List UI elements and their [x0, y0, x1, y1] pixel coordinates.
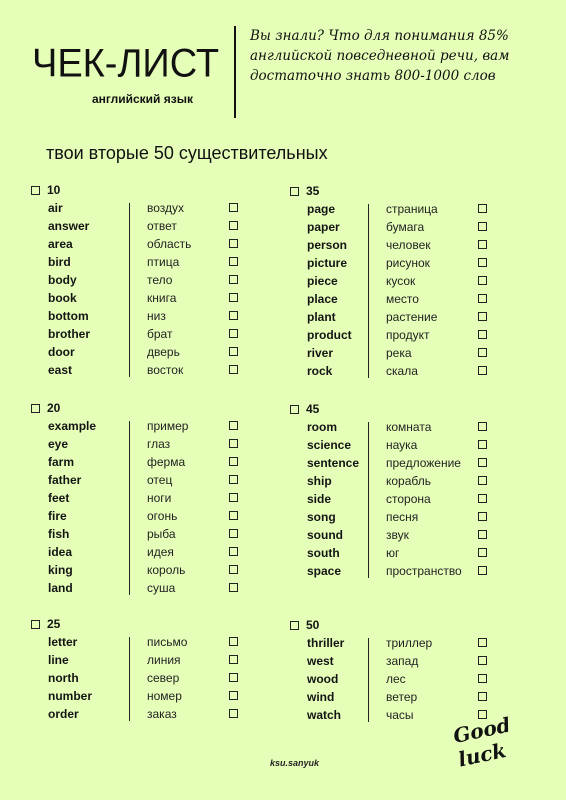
header-divider	[234, 26, 236, 118]
word-row	[290, 308, 492, 326]
english-word: wind	[307, 690, 335, 704]
english-word: feet	[48, 491, 70, 505]
word-row	[290, 652, 492, 670]
word-row	[290, 290, 492, 308]
word-checkbox[interactable]	[229, 365, 238, 374]
word-row	[31, 417, 243, 435]
word-checkbox[interactable]	[229, 655, 238, 664]
word-row	[290, 200, 492, 218]
word-checkbox[interactable]	[229, 275, 238, 284]
group-header	[31, 399, 243, 417]
russian-translation: предложение	[386, 456, 461, 470]
word-row	[31, 217, 243, 235]
word-row	[290, 490, 492, 508]
word-row	[31, 343, 243, 361]
group-checkbox[interactable]	[31, 620, 40, 629]
word-row	[31, 435, 243, 453]
english-word: bird	[48, 255, 71, 269]
word-row	[31, 543, 243, 561]
word-row	[290, 418, 492, 436]
russian-translation: место	[386, 292, 419, 306]
english-word: father	[48, 473, 82, 487]
word-row	[31, 289, 243, 307]
russian-translation: ноги	[147, 491, 172, 505]
word-checkbox[interactable]	[229, 203, 238, 212]
english-word: page	[307, 202, 336, 216]
english-word: side	[307, 492, 332, 506]
word-row	[31, 271, 243, 289]
english-word: example	[48, 419, 97, 433]
russian-translation: область	[147, 237, 192, 251]
word-checkbox[interactable]	[229, 637, 238, 646]
word-checkbox[interactable]	[229, 311, 238, 320]
word-group-35	[290, 182, 492, 380]
group-checkbox[interactable]	[290, 621, 299, 630]
word-checkbox[interactable]	[229, 293, 238, 302]
english-word: letter	[48, 635, 78, 649]
fact-note: Вы знали? Что для понимания 85% английской повседневной речи, вам достаточно знать 800-1000 слов	[250, 28, 510, 84]
english-word: air	[48, 201, 63, 215]
russian-translation: низ	[147, 309, 166, 323]
group-checkbox[interactable]	[290, 187, 299, 196]
group-header	[290, 182, 492, 200]
russian-translation: пространство	[386, 564, 462, 578]
word-row	[290, 436, 492, 454]
english-word: south	[307, 546, 340, 560]
word-row	[31, 471, 243, 489]
section-heading: твои вторые 50 существительных	[46, 143, 328, 163]
russian-translation: ветер	[386, 690, 418, 704]
russian-translation: звук	[386, 528, 409, 542]
english-word: north	[48, 671, 79, 685]
word-row	[31, 687, 243, 705]
english-word: place	[307, 292, 338, 306]
word-checkbox[interactable]	[478, 222, 487, 231]
english-word: wood	[307, 672, 339, 686]
word-row	[31, 307, 243, 325]
word-checkbox[interactable]	[229, 221, 238, 230]
word-checkbox[interactable]	[229, 565, 238, 574]
russian-translation: рыба	[147, 527, 176, 541]
english-word: body	[48, 273, 77, 287]
english-word: river	[307, 346, 334, 360]
russian-translation: ответ	[147, 219, 177, 233]
english-word: room	[307, 420, 337, 434]
english-word: farm	[48, 455, 75, 469]
russian-translation: восток	[147, 363, 184, 377]
russian-translation: суша	[147, 581, 176, 595]
russian-translation: растение	[386, 310, 438, 324]
word-checkbox[interactable]	[478, 422, 487, 431]
russian-translation: север	[147, 671, 180, 685]
word-row	[290, 634, 492, 652]
word-checkbox[interactable]	[478, 494, 487, 503]
word-row	[31, 561, 243, 579]
word-checkbox[interactable]	[478, 366, 487, 375]
word-checkbox[interactable]	[229, 709, 238, 718]
english-word: sentence	[307, 456, 360, 470]
word-row	[290, 670, 492, 688]
english-word: area	[48, 237, 73, 251]
group-header	[290, 400, 492, 418]
word-row	[31, 507, 243, 525]
english-word: space	[307, 564, 342, 578]
russian-translation: заказ	[147, 707, 177, 721]
russian-translation: юг	[386, 546, 400, 560]
word-checkbox[interactable]	[229, 673, 238, 682]
english-word: line	[48, 653, 69, 667]
word-checkbox[interactable]	[478, 276, 487, 285]
word-row	[290, 454, 492, 472]
page-title: ЧЕК-ЛИСТ	[32, 41, 220, 87]
russian-translation: пример	[147, 419, 189, 433]
word-row	[31, 669, 243, 687]
english-word: thriller	[307, 636, 345, 650]
english-word: west	[307, 654, 334, 668]
english-word: book	[48, 291, 77, 305]
english-word: song	[307, 510, 336, 524]
group-checkbox[interactable]	[31, 404, 40, 413]
word-row	[290, 688, 492, 706]
word-row	[290, 218, 492, 236]
russian-translation: страница	[386, 202, 438, 216]
russian-translation: птица	[147, 255, 180, 269]
word-row	[31, 253, 243, 271]
word-row	[290, 236, 492, 254]
word-checkbox[interactable]	[478, 476, 487, 485]
english-word: east	[48, 363, 73, 377]
english-word: eye	[48, 437, 69, 451]
word-row	[290, 562, 492, 580]
group-header	[31, 615, 243, 633]
english-word: number	[48, 689, 93, 703]
word-checkbox[interactable]	[478, 240, 487, 249]
word-row	[31, 579, 243, 597]
russian-translation: бумага	[386, 220, 425, 234]
word-list	[31, 633, 243, 723]
word-list	[290, 634, 492, 724]
russian-translation: река	[386, 346, 412, 360]
russian-translation: воздух	[147, 201, 185, 215]
word-checkbox[interactable]	[229, 439, 238, 448]
word-checkbox[interactable]	[229, 347, 238, 356]
russian-translation: лес	[386, 672, 406, 686]
english-word: sound	[307, 528, 343, 542]
word-row	[31, 489, 243, 507]
word-checkbox[interactable]	[229, 529, 238, 538]
word-row	[31, 235, 243, 253]
russian-translation: продукт	[386, 328, 430, 342]
word-row	[290, 272, 492, 290]
russian-translation: идея	[147, 545, 174, 559]
word-row	[31, 361, 243, 379]
russian-translation: человек	[386, 238, 431, 252]
russian-translation: триллер	[386, 636, 433, 650]
english-word: science	[307, 438, 352, 452]
word-checkbox[interactable]	[229, 421, 238, 430]
group-number: 10	[47, 183, 61, 197]
group-number: 50	[306, 618, 320, 632]
page-subtitle: английский язык	[92, 92, 193, 106]
word-checkbox[interactable]	[478, 258, 487, 267]
english-word: fire	[48, 509, 67, 523]
group-header	[290, 616, 492, 634]
russian-translation: глаз	[147, 437, 171, 451]
good-luck-signoff: Good luck	[451, 712, 513, 772]
word-list	[290, 200, 492, 380]
russian-translation: огонь	[147, 509, 178, 523]
word-checkbox[interactable]	[229, 583, 238, 592]
english-word: picture	[307, 256, 348, 270]
word-row	[31, 453, 243, 471]
word-group-45	[290, 400, 492, 580]
word-row	[31, 633, 243, 651]
russian-translation: письмо	[147, 635, 188, 649]
word-row	[290, 344, 492, 362]
russian-translation: дверь	[147, 345, 180, 359]
english-word: plant	[307, 310, 336, 324]
word-checkbox[interactable]	[478, 440, 487, 449]
group-number: 25	[47, 617, 61, 631]
english-word: door	[48, 345, 75, 359]
word-row	[290, 326, 492, 344]
russian-translation: комната	[386, 420, 432, 434]
word-checkbox[interactable]	[229, 493, 238, 502]
english-word: order	[48, 707, 79, 721]
word-checkbox[interactable]	[478, 530, 487, 539]
english-word: piece	[307, 274, 338, 288]
word-row	[31, 525, 243, 543]
word-row	[290, 544, 492, 562]
word-checkbox[interactable]	[229, 475, 238, 484]
russian-translation: скала	[386, 364, 418, 378]
russian-translation: тело	[147, 273, 173, 287]
word-checkbox[interactable]	[478, 674, 487, 683]
russian-translation: корабль	[386, 474, 431, 488]
word-checkbox[interactable]	[478, 566, 487, 575]
word-row	[290, 526, 492, 544]
group-checkbox[interactable]	[290, 405, 299, 414]
russian-translation: рисунок	[386, 256, 430, 270]
english-word: watch	[307, 708, 342, 722]
word-checkbox[interactable]	[478, 548, 487, 557]
russian-translation: запад	[386, 654, 419, 668]
group-number: 35	[306, 184, 320, 198]
word-row	[290, 362, 492, 380]
group-number: 45	[306, 402, 320, 416]
word-checkbox[interactable]	[229, 257, 238, 266]
word-row	[31, 325, 243, 343]
russian-translation: кусок	[386, 274, 416, 288]
group-checkbox[interactable]	[31, 186, 40, 195]
russian-translation: книга	[147, 291, 177, 305]
russian-translation: песня	[386, 510, 419, 524]
word-checkbox[interactable]	[478, 656, 487, 665]
english-word: land	[48, 581, 73, 595]
russian-translation: король	[147, 563, 186, 577]
word-checkbox[interactable]	[229, 691, 238, 700]
russian-translation: линия	[147, 653, 181, 667]
english-word: idea	[48, 545, 73, 559]
word-checkbox[interactable]	[478, 512, 487, 521]
word-group-20	[31, 399, 243, 597]
word-row	[31, 705, 243, 723]
russian-translation: отец	[147, 473, 173, 487]
word-checkbox[interactable]	[229, 511, 238, 520]
english-word: brother	[48, 327, 90, 341]
word-list	[31, 417, 243, 597]
english-word: bottom	[48, 309, 89, 323]
word-checkbox[interactable]	[229, 329, 238, 338]
word-checkbox[interactable]	[478, 294, 487, 303]
group-number: 20	[47, 401, 61, 415]
word-checkbox[interactable]	[229, 457, 238, 466]
russian-translation: сторона	[386, 492, 431, 506]
english-word: ship	[307, 474, 332, 488]
english-word: paper	[307, 220, 340, 234]
word-list	[290, 418, 492, 580]
english-word: product	[307, 328, 352, 342]
russian-translation: номер	[147, 689, 182, 703]
word-checkbox[interactable]	[478, 458, 487, 467]
russian-translation: брат	[147, 327, 173, 341]
word-checkbox[interactable]	[229, 547, 238, 556]
word-row	[290, 508, 492, 526]
group-header	[31, 181, 243, 199]
russian-translation: наука	[386, 438, 418, 452]
word-checkbox[interactable]	[478, 692, 487, 701]
author-handle: ksu.sanyuk	[270, 758, 320, 768]
english-word: answer	[48, 219, 90, 233]
english-word: rock	[307, 364, 333, 378]
word-checkbox[interactable]	[478, 312, 487, 321]
word-checkbox[interactable]	[229, 239, 238, 248]
word-row	[31, 651, 243, 669]
word-row	[31, 199, 243, 217]
word-checkbox[interactable]	[478, 330, 487, 339]
word-checkbox[interactable]	[478, 348, 487, 357]
word-row	[290, 472, 492, 490]
english-word: fish	[48, 527, 70, 541]
word-group-50	[290, 616, 492, 724]
word-row	[290, 254, 492, 272]
word-checkbox[interactable]	[478, 638, 487, 647]
english-word: person	[307, 238, 348, 252]
russian-translation: часы	[386, 708, 414, 722]
word-group-25	[31, 615, 243, 723]
word-checkbox[interactable]	[478, 204, 487, 213]
english-word: king	[48, 563, 73, 577]
russian-translation: ферма	[147, 455, 186, 469]
word-group-10	[31, 181, 243, 379]
word-list	[31, 199, 243, 379]
